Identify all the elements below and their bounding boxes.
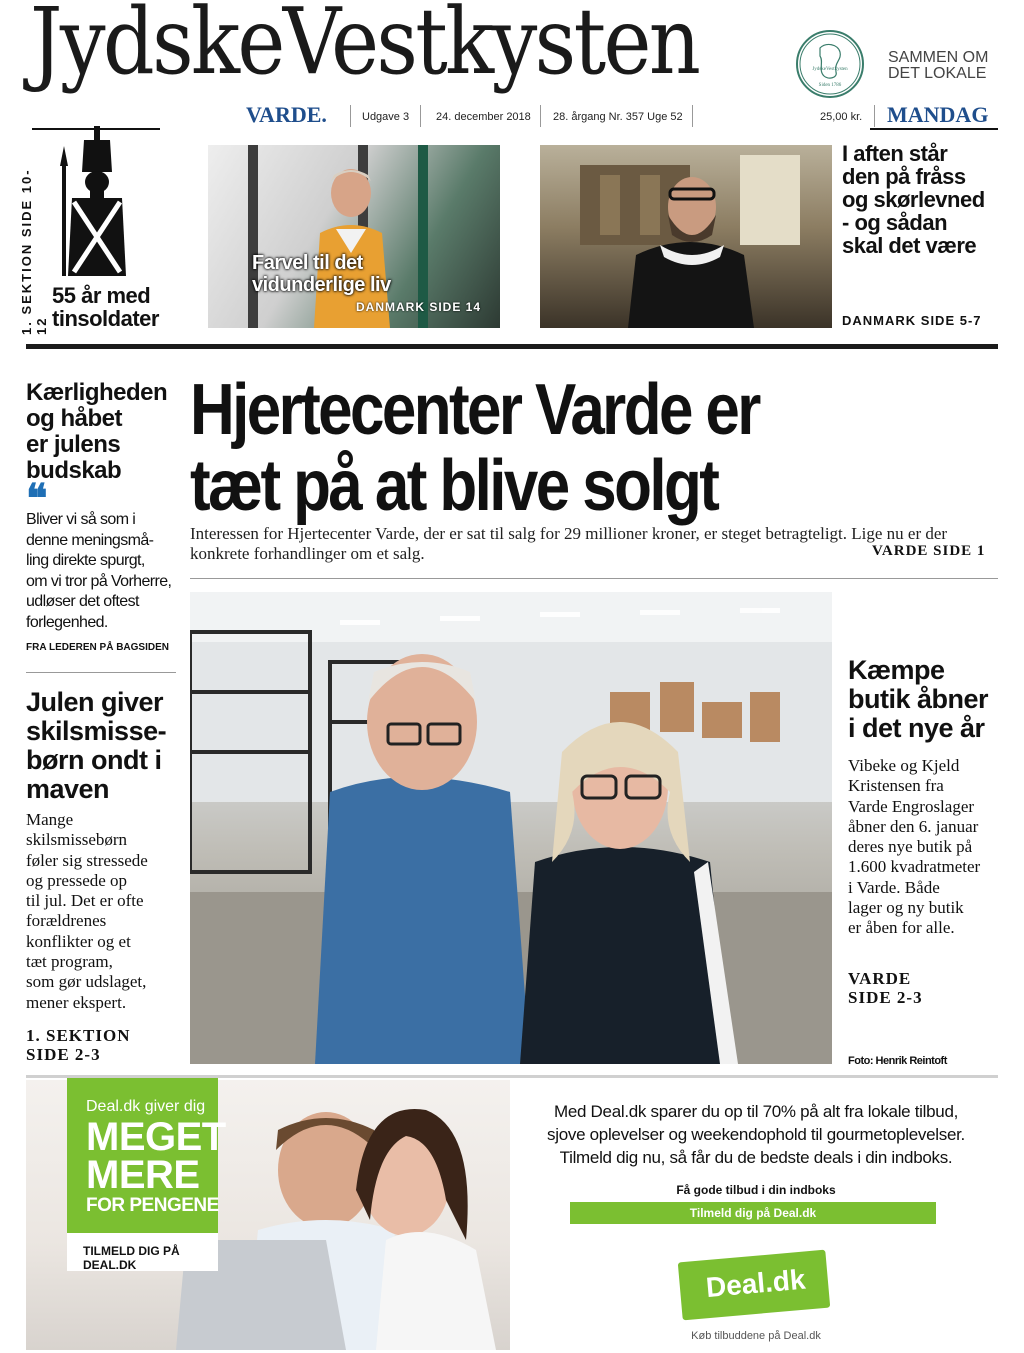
page-reference[interactable]: DANMARK SIDE 14 (356, 300, 482, 314)
headline-line: I aften står (842, 141, 948, 166)
summary-line: Mange (26, 810, 74, 829)
tin-soldier-caption[interactable] (52, 284, 159, 330)
headline-line: og håbet (26, 405, 122, 432)
caption-line: tinsoldater (52, 306, 159, 331)
quote-line: denne meningsmå- (26, 531, 154, 549)
issue-number: Udgave 3 (362, 111, 410, 123)
divider (692, 105, 693, 127)
volume-info: 28. årgang Nr. 357 Uge 52 (553, 111, 683, 123)
deal-logo-text: Deal.dk (704, 1263, 807, 1304)
reference-line: 1. SEKTION (26, 1026, 131, 1045)
issue-date: 24. december 2018 (436, 111, 531, 123)
headline-line: skilsmisse- (26, 716, 167, 746)
masthead-rule (870, 128, 998, 130)
article-summary-kaempe (848, 756, 1008, 939)
article-summary-julen (26, 810, 186, 1013)
ad-signup-text: TILMELD DIG PÅ DEAL.DK (83, 1244, 180, 1272)
quote-line: udløser det oftest (26, 593, 139, 610)
headline-line: i det nye år (848, 713, 985, 743)
headline-line: budskab (26, 457, 122, 484)
summary-line: forældrenes (26, 911, 107, 931)
edition-label: VARDE. (246, 102, 327, 127)
page-reference[interactable]: VARDE SIDE 1 (872, 543, 986, 559)
seal-year: Siden 1786 (818, 83, 842, 88)
reference-line: SIDE 2-3 (848, 988, 923, 1007)
headline-line: tæt på at blive solgt (190, 446, 718, 526)
summary-line: er åben for alle. (848, 918, 955, 938)
ad-copy-line: Med Deal.dk sparer du op til 70% på alt fra lokale tilbud, (553, 1102, 959, 1121)
summary-line: mener ekspert. (26, 992, 127, 1012)
divider (420, 105, 421, 127)
page-reference[interactable] (848, 969, 923, 1007)
ad-footer-text: Køb tilbuddene på Deal.dk (691, 1330, 821, 1342)
section-reference-vertical[interactable] (19, 150, 49, 335)
ad-copy-line: Tilmeld dig nu, så får du de bedste deals i din indboks. (559, 1148, 953, 1167)
section-reference-text: 1. SEKTION SIDE 10-12 (19, 168, 49, 335)
article-headline-julen[interactable] (26, 688, 181, 804)
summary-line: som gør udslaget, (26, 972, 147, 992)
headline-line: Kærligheden (26, 379, 168, 406)
photo-detail (248, 145, 258, 328)
headline-line: Hjertecenter Varde er (190, 370, 759, 450)
summary-line: 1.600 kvadratmeter (848, 857, 981, 877)
summary-line: tæt program, (26, 952, 113, 972)
editorial-source[interactable]: FRA LEDEREN PÅ BAGSIDEN (26, 642, 169, 653)
couple-photo-illustration (190, 592, 832, 1064)
teaser-photo-priest[interactable] (540, 145, 832, 328)
headline-line: - og sådan (842, 210, 948, 235)
quote-icon: ❝ (26, 476, 48, 521)
price: 25,00 kr. (820, 111, 863, 123)
summary-line: skilsmissebørn (26, 830, 128, 850)
summary-line: Kristensen fra (848, 776, 944, 796)
headline-line: Kæmpe (848, 655, 945, 685)
ad-big-line: MEGET (86, 1115, 226, 1159)
summary-line: åbner den 6. januar (848, 816, 979, 836)
teaser-photo-caption[interactable] (252, 252, 391, 296)
priest-photo-illustration (540, 145, 832, 328)
photo-credit: Foto: Henrik Reintoft (848, 1055, 947, 1067)
seal-text: JydskeVestkysten (812, 67, 848, 72)
summary-line: deres nye butik på (848, 837, 973, 857)
divider (540, 105, 541, 127)
summary-line: og pressede op (26, 870, 128, 890)
reference-line: SIDE 2-3 (26, 1045, 101, 1064)
column-rule (26, 672, 176, 673)
tagline (888, 50, 1008, 82)
headline-line: og skørlevned (842, 187, 985, 212)
weekday-label: MANDAG (887, 102, 989, 127)
editorial-quote (26, 510, 178, 633)
editorial-headline[interactable] (26, 380, 176, 484)
ad-big-line: MERE (86, 1153, 200, 1197)
quote-line: ling direkte spurgt, (26, 552, 145, 569)
summary-line: Vibeke og Kjeld (848, 756, 960, 775)
caption-line: Farvel til det (252, 252, 363, 274)
caption-line: vidunderlige liv (252, 274, 391, 296)
reference-line: VARDE (848, 969, 912, 988)
seal-logo (796, 30, 864, 98)
headline-line: butik åbner (848, 684, 989, 714)
headline-line: skal det være (842, 233, 977, 258)
deal-logo[interactable] (678, 1250, 830, 1321)
main-photo[interactable] (190, 592, 832, 1064)
teaser-headline-priest[interactable] (842, 142, 1002, 257)
ad-big-text (86, 1115, 226, 1197)
tagline-line-2: DET LOKALE (888, 65, 987, 82)
section-rule (26, 344, 998, 349)
headline-line: maven (26, 774, 110, 804)
headline-line: den på fråss (842, 164, 966, 189)
headline-line: er julens (26, 431, 121, 458)
headline-line: børn ondt i (26, 745, 162, 775)
caption-line: 55 år med (52, 283, 151, 308)
summary-line: Varde Engroslager (848, 796, 975, 816)
quote-line: forlegenhed. (26, 613, 108, 631)
headline-line: Julen giver (26, 687, 164, 717)
ad-copy-line: sjove oplevelser og weekendophold til gourmetoplevelser. (547, 1125, 965, 1144)
ad-signup-button[interactable]: Tilmeld dig på Deal.dk (570, 1202, 936, 1224)
quote-line: om vi tror på Vorherre, (26, 572, 172, 590)
summary-line: til jul. Det er ofte (26, 891, 144, 911)
seal-icon (798, 32, 862, 96)
summary-line: i Varde. Både (848, 877, 940, 897)
summary-line: føler sig stressede (26, 850, 148, 870)
tagline-line-1: SAMMEN OM (888, 49, 989, 66)
ad-subheading: Få gode tilbud i din indboks (676, 1183, 836, 1197)
ad-for-text: FOR PENGENE (86, 1195, 219, 1216)
tin-soldier-icon (50, 126, 150, 286)
ad-signup-label[interactable] (67, 1233, 218, 1271)
page-reference[interactable]: DANMARK SIDE 5-7 (842, 313, 982, 328)
divider (874, 105, 875, 127)
summary-line: konflikter og et (26, 931, 131, 951)
quote-line: Bliver vi så som i (26, 511, 136, 528)
summary-line: lager og ny butik (848, 898, 964, 918)
ad-copy (536, 1100, 976, 1169)
column-rule (190, 578, 998, 579)
article-headline-kaempe[interactable] (848, 656, 1008, 743)
divider (350, 105, 351, 127)
main-headline[interactable] (190, 372, 887, 524)
main-lede: Interessen for Hjertecenter Varde, der er sat til salg for 29 millioner kroner, er steget betragteligt. Lige nu er der konkrete forhandlinger om et salg. (190, 524, 948, 563)
page-reference[interactable] (26, 1026, 130, 1064)
ad-intro-text: Deal.dk giver dig (86, 1098, 206, 1115)
newspaper-logo[interactable]: JydskeVestkysten (30, 0, 699, 95)
